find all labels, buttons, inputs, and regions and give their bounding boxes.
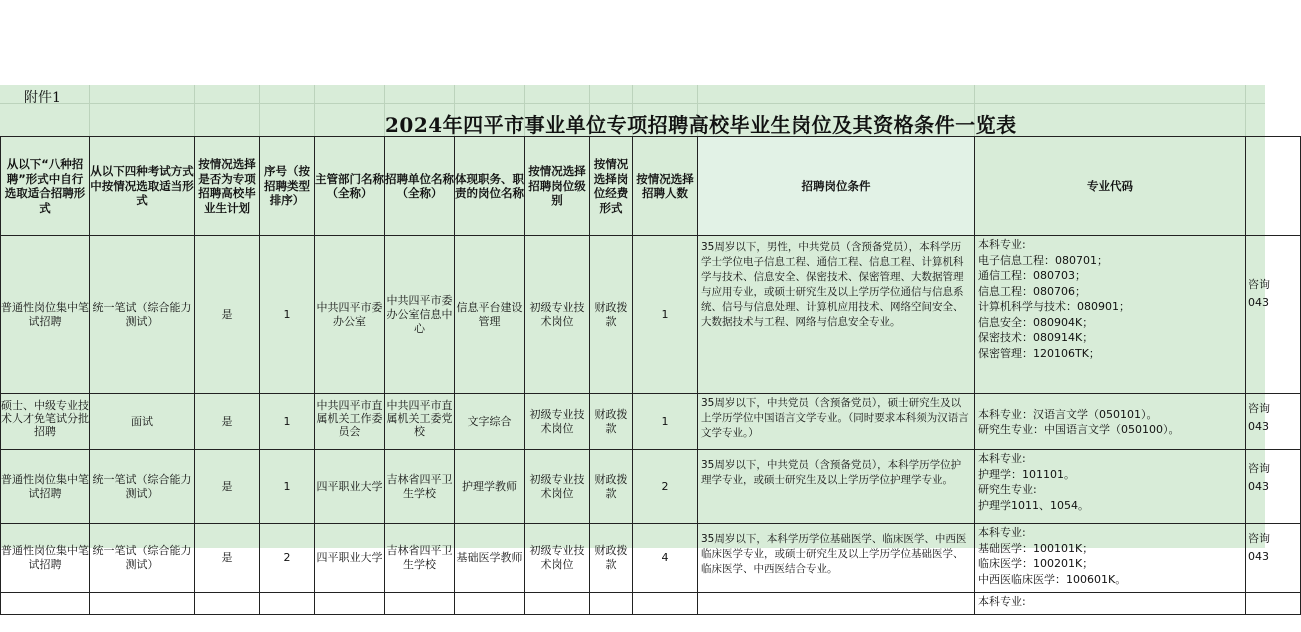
code-line: 保密技术：080914K； <box>978 331 1094 344</box>
contact-text: 043 <box>1248 480 1269 493</box>
table-cell[interactable] <box>1246 450 1301 524</box>
table-cell[interactable]: 财政拨款 <box>590 236 633 394</box>
code-line: 本科专业：汉语言文学（050101）。 <box>978 407 1158 421</box>
header-cell[interactable]: 按情况选择岗位经费形式 <box>590 137 633 236</box>
table-cell[interactable] <box>975 450 1246 524</box>
grid-line <box>314 85 315 136</box>
code-line: 本科专业: <box>978 452 1026 465</box>
code-line: 研究生专业: <box>978 483 1037 496</box>
table-row <box>1 394 1301 450</box>
table-cell[interactable] <box>698 394 975 450</box>
table-cell[interactable]: 是 <box>195 524 260 593</box>
header-cell[interactable]: 序号（按招聘类型排序） <box>260 137 315 236</box>
contact-text: 043 <box>1248 550 1269 563</box>
table-cell[interactable] <box>315 593 385 615</box>
code-line: 本科专业: <box>978 595 1026 608</box>
table-row <box>1 236 1301 394</box>
header-cell[interactable]: 体现职务、职责的岗位名称 <box>455 137 525 236</box>
table-cell[interactable]: 吉林省四平卫生学校 <box>385 524 455 593</box>
attachment-label: 附件1 <box>24 90 61 106</box>
table-cell[interactable] <box>1 394 90 450</box>
header-cell[interactable]: 按情况选择招聘岗位级别 <box>525 137 590 236</box>
table-cell[interactable]: 1 <box>260 394 315 450</box>
table-cell[interactable]: 统一笔试（综合能力测试） <box>90 524 195 593</box>
table-cell[interactable]: 4 <box>633 524 698 593</box>
contact-text: 咨询 <box>1248 402 1270 415</box>
table-cell[interactable] <box>1246 394 1301 450</box>
code-line: 本科专业: <box>978 526 1026 539</box>
conditions-text: 35周岁以下，中共党员（含预备党员），硕士研究生及以上学历学位中国语言文学专业。（同时要求本科须为汉语言文学专业。） <box>701 397 969 439</box>
table-cell[interactable] <box>260 593 315 615</box>
conditions-text: 35周岁以下，中共党员（含预备党员），本科学历学位护理学专业，或硕士研究生及以上学历学位护理学专业。 <box>701 459 962 486</box>
table-cell[interactable]: 是 <box>195 236 260 394</box>
contact-text: 043 <box>1248 296 1269 309</box>
table-cell[interactable] <box>1246 524 1301 593</box>
table-cell[interactable]: 2 <box>260 524 315 593</box>
table-cell[interactable]: 护理学教师 <box>455 450 525 524</box>
table-cell[interactable] <box>975 236 1246 394</box>
conditions-text: 35周岁以下，本科学历学位基础医学、临床医学、中西医临床医学专业，或硕士研究生及以上学历学位基础医学、临床医学、中西医结合专业。 <box>701 533 967 575</box>
table-cell[interactable] <box>385 394 455 450</box>
header-row <box>1 137 1301 236</box>
header-cell[interactable]: 招聘单位名称（全称） <box>385 137 455 236</box>
code-line: 护理学1011、1054。 <box>978 498 1089 512</box>
table-cell[interactable]: 财政拨款 <box>590 450 633 524</box>
table-cell[interactable]: 文字综合 <box>455 394 525 450</box>
cell-text: 中共四平市直属机关工委党校 <box>386 399 453 438</box>
header-cell[interactable]: 专业代码 <box>975 137 1246 236</box>
table-cell[interactable]: 普通性岗位集中笔试招聘 <box>1 236 90 394</box>
table-cell[interactable] <box>698 524 975 593</box>
table-cell[interactable]: 基础医学教师 <box>455 524 525 593</box>
table-cell[interactable]: 1 <box>260 450 315 524</box>
table-cell[interactable]: 统一笔试（综合能力测试） <box>90 450 195 524</box>
table-row <box>1 593 1301 615</box>
table-cell[interactable] <box>455 593 525 615</box>
table-cell[interactable]: 是 <box>195 394 260 450</box>
table-cell[interactable]: 四平职业大学 <box>315 524 385 593</box>
table-cell[interactable]: 普通性岗位集中笔试招聘 <box>1 450 90 524</box>
contact-text: 043 <box>1248 420 1269 433</box>
table-cell[interactable] <box>90 593 195 615</box>
table-cell[interactable]: 中共四平市委办公室信息中心 <box>385 236 455 394</box>
code-line: 本科专业: <box>978 238 1026 251</box>
code-line: 计算机科学与技术：080901； <box>978 300 1130 313</box>
grid-line <box>194 85 195 136</box>
table-cell[interactable] <box>698 450 975 524</box>
code-line: 研究生专业：中国语言文学（050100）。 <box>978 423 1180 436</box>
grid-line <box>89 85 90 136</box>
contact-text: 咨询 <box>1248 462 1270 475</box>
conditions-text: 35周岁以下，男性，中共党员（含预备党员），本科学历学士学位电子信息工程、通信工程、信息工程、计算机科学与技术、信息安全、保密技术、保密管理、大数据管理与应用专业，或硕士研究生及以上学历学位通信与信息系统、信号与信息处理、计算机应用技术、网络空间安全、大数据技术与工程、网络与信息安全专业。 <box>701 241 964 328</box>
header-cell[interactable]: 主管部门名称（全称） <box>315 137 385 236</box>
header-cell[interactable]: 按情况选择是否为专项招聘高校毕业生计划 <box>195 137 260 236</box>
table-cell[interactable] <box>590 593 633 615</box>
table-cell[interactable] <box>975 524 1246 593</box>
table-cell[interactable]: 信息平台建设管理 <box>455 236 525 394</box>
code-line: 临床医学：100201K； <box>978 557 1094 570</box>
table-cell[interactable] <box>315 394 385 450</box>
table-cell[interactable] <box>1246 236 1301 394</box>
table-cell[interactable] <box>698 236 975 394</box>
table-cell[interactable] <box>1246 593 1301 615</box>
table-cell[interactable]: 初级专业技术岗位 <box>525 236 590 394</box>
code-line: 基础医学：100101K； <box>978 541 1094 555</box>
code-line: 信息工程：080706； <box>978 284 1086 298</box>
table-cell[interactable]: 面试 <box>90 394 195 450</box>
table-cell[interactable]: 初级专业技术岗位 <box>525 450 590 524</box>
table-row <box>1 524 1301 593</box>
table-cell[interactable] <box>698 593 975 615</box>
code-line: 信息安全：080904K； <box>978 315 1094 329</box>
table-row <box>1 450 1301 524</box>
code-line: 中西医临床医学：100601K。 <box>978 572 1127 586</box>
cell-text: 硕士、中级专业技术人才免笔试分批招聘 <box>1 399 89 438</box>
table-cell[interactable] <box>525 593 590 615</box>
table-cell[interactable] <box>195 593 260 615</box>
grid-line <box>1245 85 1246 136</box>
contact-text: 咨询 <box>1248 532 1270 545</box>
table-cell[interactable]: 财政拨款 <box>590 524 633 593</box>
table-cell[interactable]: 吉林省四平卫生学校 <box>385 450 455 524</box>
header-cell[interactable]: 招聘岗位条件 <box>698 137 975 236</box>
table-cell[interactable]: 1 <box>633 394 698 450</box>
contact-text: 咨询 <box>1248 278 1270 291</box>
table-cell[interactable]: 四平职业大学 <box>315 450 385 524</box>
table-cell[interactable]: 普通性岗位集中笔试招聘 <box>1 524 90 593</box>
code-line: 通信工程：080703； <box>978 269 1086 282</box>
header-cell[interactable] <box>1246 137 1301 236</box>
header-cell[interactable]: 按情况选择招聘人数 <box>633 137 698 236</box>
sheet-title: 2024年四平市事业单位专项招聘高校毕业生岗位及其资格条件一览表 <box>385 113 1017 137</box>
table-cell[interactable]: 初级专业技术岗位 <box>525 394 590 450</box>
spreadsheet-area <box>0 85 1270 608</box>
positions-table <box>0 136 1301 615</box>
code-line: 护理学：101101。 <box>978 467 1075 481</box>
table-cell[interactable]: 1 <box>260 236 315 394</box>
table-cell[interactable] <box>975 593 1246 615</box>
table-cell[interactable]: 2 <box>633 450 698 524</box>
table-cell[interactable] <box>385 593 455 615</box>
code-line: 保密管理：120106TK； <box>978 346 1100 360</box>
table-cell[interactable]: 财政拨款 <box>590 394 633 450</box>
header-cell[interactable]: 从以下四种考试方式中按情况选取适当形式 <box>90 137 195 236</box>
table-cell[interactable]: 统一笔试（综合能力测试） <box>90 236 195 394</box>
table-cell[interactable] <box>633 593 698 615</box>
table-cell[interactable]: 初级专业技术岗位 <box>525 524 590 593</box>
table-cell[interactable]: 是 <box>195 450 260 524</box>
table-cell[interactable] <box>975 394 1246 450</box>
header-cell[interactable]: 从以下“八种招聘”形式中自行选取适合招聘形式 <box>1 137 90 236</box>
grid-line <box>259 85 260 136</box>
table-cell[interactable]: 1 <box>633 236 698 394</box>
table-cell[interactable]: 中共四平市委办公室 <box>315 236 385 394</box>
table-cell[interactable] <box>1 593 90 615</box>
code-line: 电子信息工程：080701； <box>978 253 1108 267</box>
cell-text: 中共四平市直属机关工作委员会 <box>316 399 383 438</box>
